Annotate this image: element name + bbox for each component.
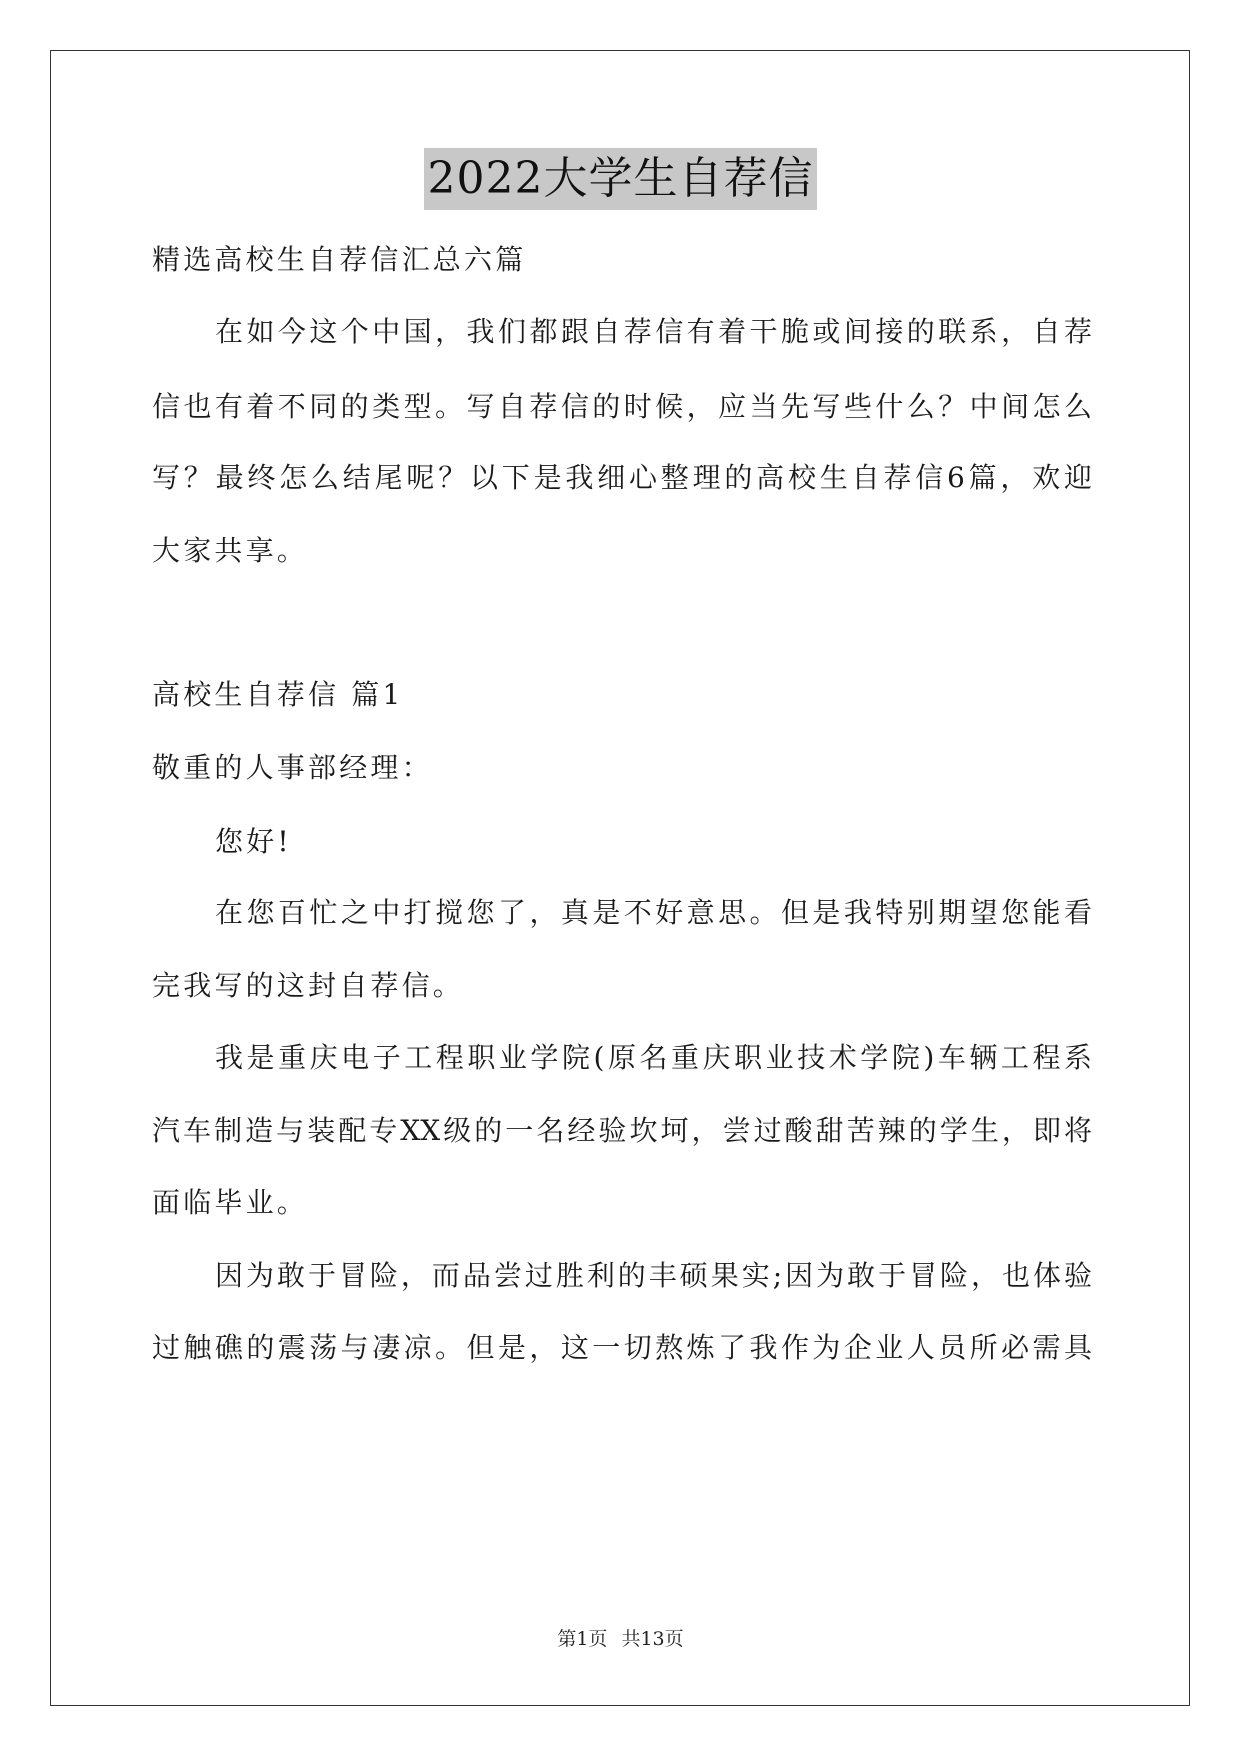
page-footer	[0, 1626, 1241, 1652]
paragraph-line: 因为敢于冒险，而品尝过胜利的丰硕果实;因为敢于冒险，也体验	[215, 1259, 1092, 1292]
paragraph-line: 过触礁的震荡与凄凉。但是，这一切熬炼了我作为企业人员所必需具	[152, 1331, 1092, 1364]
paragraph-line: 完我写的这封自荐信。	[152, 969, 465, 1002]
paragraph-line: 写？最终怎么结尾呢？以下是我细心整理的高校生自荐信6篇，欢迎	[152, 461, 1092, 494]
paragraph-line: 信也有着不同的类型。写自荐信的时候，应当先写些什么？中间怎么	[152, 390, 1092, 423]
paragraph-line: 汽车制造与装配专XX级的一名经验坎坷，尝过酸甜苦辣的学生，即将	[152, 1114, 1092, 1147]
page-number: 第1页	[557, 1628, 608, 1650]
greeting-line: 您好!	[215, 825, 292, 858]
title-container	[0, 148, 1241, 210]
paragraph-line: 面临毕业。	[152, 1186, 309, 1219]
paragraph-line: 大家共享。	[152, 534, 309, 567]
salutation-line: 敬重的人事部经理：	[152, 751, 433, 784]
page-total: 共13页	[621, 1628, 684, 1650]
page-border	[50, 50, 1190, 1706]
section-heading: 高校生自荐信 篇1	[152, 678, 404, 711]
paragraph-line: 我是重庆电子工程职业学院(原名重庆职业技术学院)车辆工程系	[215, 1041, 1092, 1074]
paragraph-line: 在您百忙之中打搅您了，真是不好意思。但是我特别期望您能看	[215, 896, 1092, 929]
subtitle-line: 精选高校生自荐信汇总六篇	[152, 243, 527, 276]
document-title: 2022大学生自荐信	[424, 148, 818, 210]
paragraph-line: 在如今这个中国，我们都跟自荐信有着干脆或间接的联系，自荐	[215, 315, 1092, 348]
